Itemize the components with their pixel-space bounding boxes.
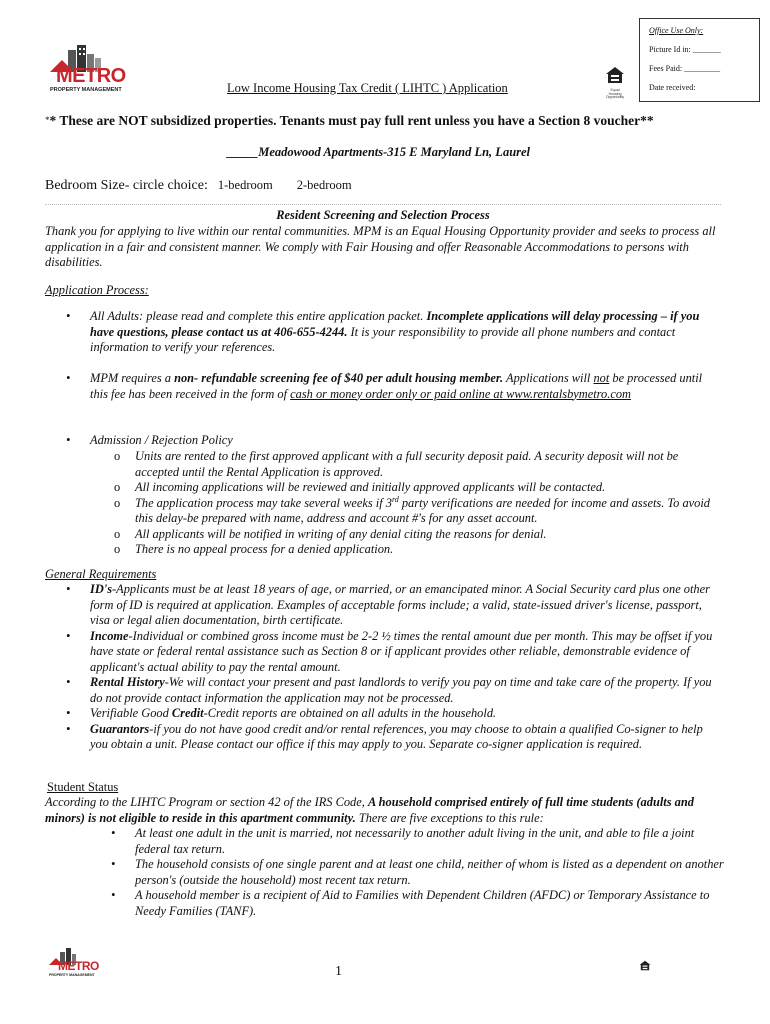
- bullet-icon: •: [111, 888, 116, 902]
- bedroom-option-1[interactable]: 1-bedroom: [217, 178, 273, 192]
- general-requirements-heading: General Requirements: [45, 567, 157, 581]
- circle-bullet-icon: o: [114, 495, 121, 510]
- fees-paid-field: Fees Paid: _________: [649, 64, 721, 73]
- student-status-intro: According to the LIHTC Program or section 42 of the IRS Code, A household comprised entirely of full time students (adults and minors) is not eligible to reside in this apartment community. There are five exceptions to this rule:: [45, 795, 694, 825]
- bullet-icon: •: [111, 857, 116, 871]
- logo-subtitle: PROPERTY MANAGEMENT: [50, 87, 122, 93]
- bullet-icon: •: [66, 582, 71, 596]
- page-number: 1: [335, 964, 342, 979]
- circle-bullet-icon: o: [114, 449, 121, 463]
- fee-amount: non- refundable screening fee of $40 per adult housing member.: [174, 371, 504, 385]
- bullet-icon: •: [66, 433, 71, 447]
- requirement-guarantors: • Guarantors-if you do not have good credit and/or rental references, you may choose to obtain a qualified Co-signer to help you obtain a unit. Please contact our office if this may apply to you. Separate co-signer application is required.: [66, 721, 703, 751]
- bullet-icon: •: [66, 309, 71, 323]
- bullet-icon: •: [66, 371, 71, 385]
- warning-prefix: *: [45, 115, 50, 125]
- bullet-icon: •: [66, 721, 71, 736]
- all-adults-text: All Adults: please read and complete this entire application packet.: [90, 309, 427, 323]
- screening-intro: Thank you for applying to live within our rental communities. MPM is an Equal Housing Opportunity provider and seeks to process all application in a fair and consistent manner. We comply with Fair Housing and offer Reasonable Accommodations to persons with disabilities.: [45, 224, 716, 269]
- equal-housing-logo: [604, 66, 626, 100]
- office-use-box: [639, 18, 760, 102]
- exception-item: • A household member is a recipient of Aid to Families with Dependent Children (AFDC) or Temporary Assistance to Needy Families (TANF).: [111, 888, 710, 918]
- policy-item: o All incoming applications will be reviewed and initially approved applicants will be contacted.: [114, 480, 606, 494]
- equal-housing-icon: [639, 960, 651, 971]
- exception-item: • At least one adult in the unit is married, not necessarily to another adult living in the unit, and able to file a joint federal tax return.: [111, 826, 695, 856]
- policy-item: o There is no appeal process for a denied application.: [114, 542, 394, 556]
- student-exceptions-list: [111, 826, 725, 919]
- property-blank: _____: [227, 145, 259, 159]
- metro-logo: [46, 44, 152, 96]
- property-name: Meadowood Apartments-315 E Maryland Ln, Laurel: [258, 145, 531, 159]
- office-use-title: Office Use Only:: [649, 26, 704, 35]
- footer-logo-wordmark: METRO: [58, 959, 99, 973]
- form-title: Low Income Housing Tax Credit ( LIHTC ) Application: [227, 81, 508, 95]
- equal-housing-icon: [605, 66, 625, 84]
- student-status-heading: Student Status: [47, 780, 119, 794]
- fee-text-d: be processed until this fee has been received in the form of: [90, 371, 703, 401]
- bullet-icon: •: [111, 826, 116, 840]
- fee-text-c: Applications will: [503, 371, 594, 385]
- divider: [45, 204, 721, 205]
- date-received-field: Date received:: [649, 83, 696, 92]
- circle-bullet-icon: o: [114, 526, 121, 541]
- policy-item: o Units are rented to the first approved applicant with a full security deposit paid. A security deposit will not be accepted until the Rental Application is approved.: [114, 449, 679, 479]
- bedroom-size-row: [45, 176, 352, 194]
- bullet-all-adults: [66, 309, 722, 356]
- picture-id-field: Picture Id in: _______: [649, 45, 721, 54]
- circle-bullet-icon: o: [114, 480, 121, 494]
- bullet-admission-policy: [66, 433, 722, 449]
- fee-not: not: [593, 371, 610, 385]
- equal-housing-caption: Equal Housing Opportunity: [605, 88, 625, 99]
- admission-policy-label: Admission / Rejection Policy: [90, 433, 233, 447]
- bullet-screening-fee: [66, 371, 722, 402]
- responsibility-text: It is your responsibility to provide all phone numbers and contact information to verify your references.: [90, 324, 676, 354]
- requirement-income: • Income-Individual or combined gross income must be 2-2 ½ times the rental amount due per month. This may be offset if you have state or federal rental assistance such as Section 8 or if applicant provides other reliable, demonstrable evidence of applicant's actual ability to pay the rental amount.: [66, 628, 713, 674]
- requirement-rental-history: • Rental History-We will contact your present and past landlords to verify you pay on time and take care of the property. If you do not provide contact information the application may not be processed.: [66, 675, 712, 705]
- screening-heading: Resident Screening and Selection Process: [276, 208, 490, 222]
- exception-item: • The household consists of one single parent and at least one child, neither of whom is listed as a dependent on another person's (outside the household) most recent tax return.: [111, 857, 724, 887]
- application-process-heading: Application Process:: [45, 283, 149, 297]
- bedroom-label: Bedroom Size- circle choice:: [45, 178, 208, 193]
- logo-wordmark: METRO: [56, 65, 126, 87]
- bullet-icon: •: [66, 675, 71, 689]
- footer-logo-subtitle: PROPERTY MANAGEMENT: [49, 973, 95, 977]
- warning-notice: [45, 112, 725, 129]
- circle-bullet-icon: o: [114, 542, 121, 556]
- general-requirements-list: [66, 582, 722, 753]
- requirement-credit: • Verifiable Good Credit-Credit reports are obtained on all adults in the household.: [66, 706, 497, 720]
- policy-item: o All applicants will be notified in writing of any denial citing the reasons for denial.: [114, 526, 547, 541]
- warning-text: * These are NOT subsidized properties. Tenants must pay full rent unless you have a Section 8 voucher**: [49, 113, 654, 128]
- property-line: [227, 145, 530, 160]
- incomplete-warning: Incomplete applications will delay processing – if you have questions, please contact us at 406-655-4244.: [90, 309, 700, 339]
- bullet-icon: •: [66, 628, 71, 643]
- bullet-icon: •: [66, 706, 71, 720]
- fee-text-a: MPM requires a: [90, 371, 175, 385]
- policy-sublist: [114, 449, 715, 558]
- footer-metro-logo: [46, 948, 110, 978]
- payment-link[interactable]: cash or money order only or paid online at www.rentalsbymetro.com: [290, 386, 631, 401]
- footer-equal-housing-logo: [638, 958, 652, 976]
- requirement-ids: • ID's-Applicants must be at least 18 years of age, or married, or an emancipated minor. A Social Security card plus one other form of ID is required at application. Examples of acceptable forms include; a valid, state-issued driver's license, passport, visa or legal alien documentation, birth certificate.: [66, 582, 710, 627]
- bedroom-option-2[interactable]: 2-bedroom: [296, 178, 352, 192]
- policy-item: o The application process may take several weeks if 3rd party verifications are needed for income and assets. To avoid this delay-be prepared with name, address and account #'s for any asset account.: [114, 494, 710, 525]
